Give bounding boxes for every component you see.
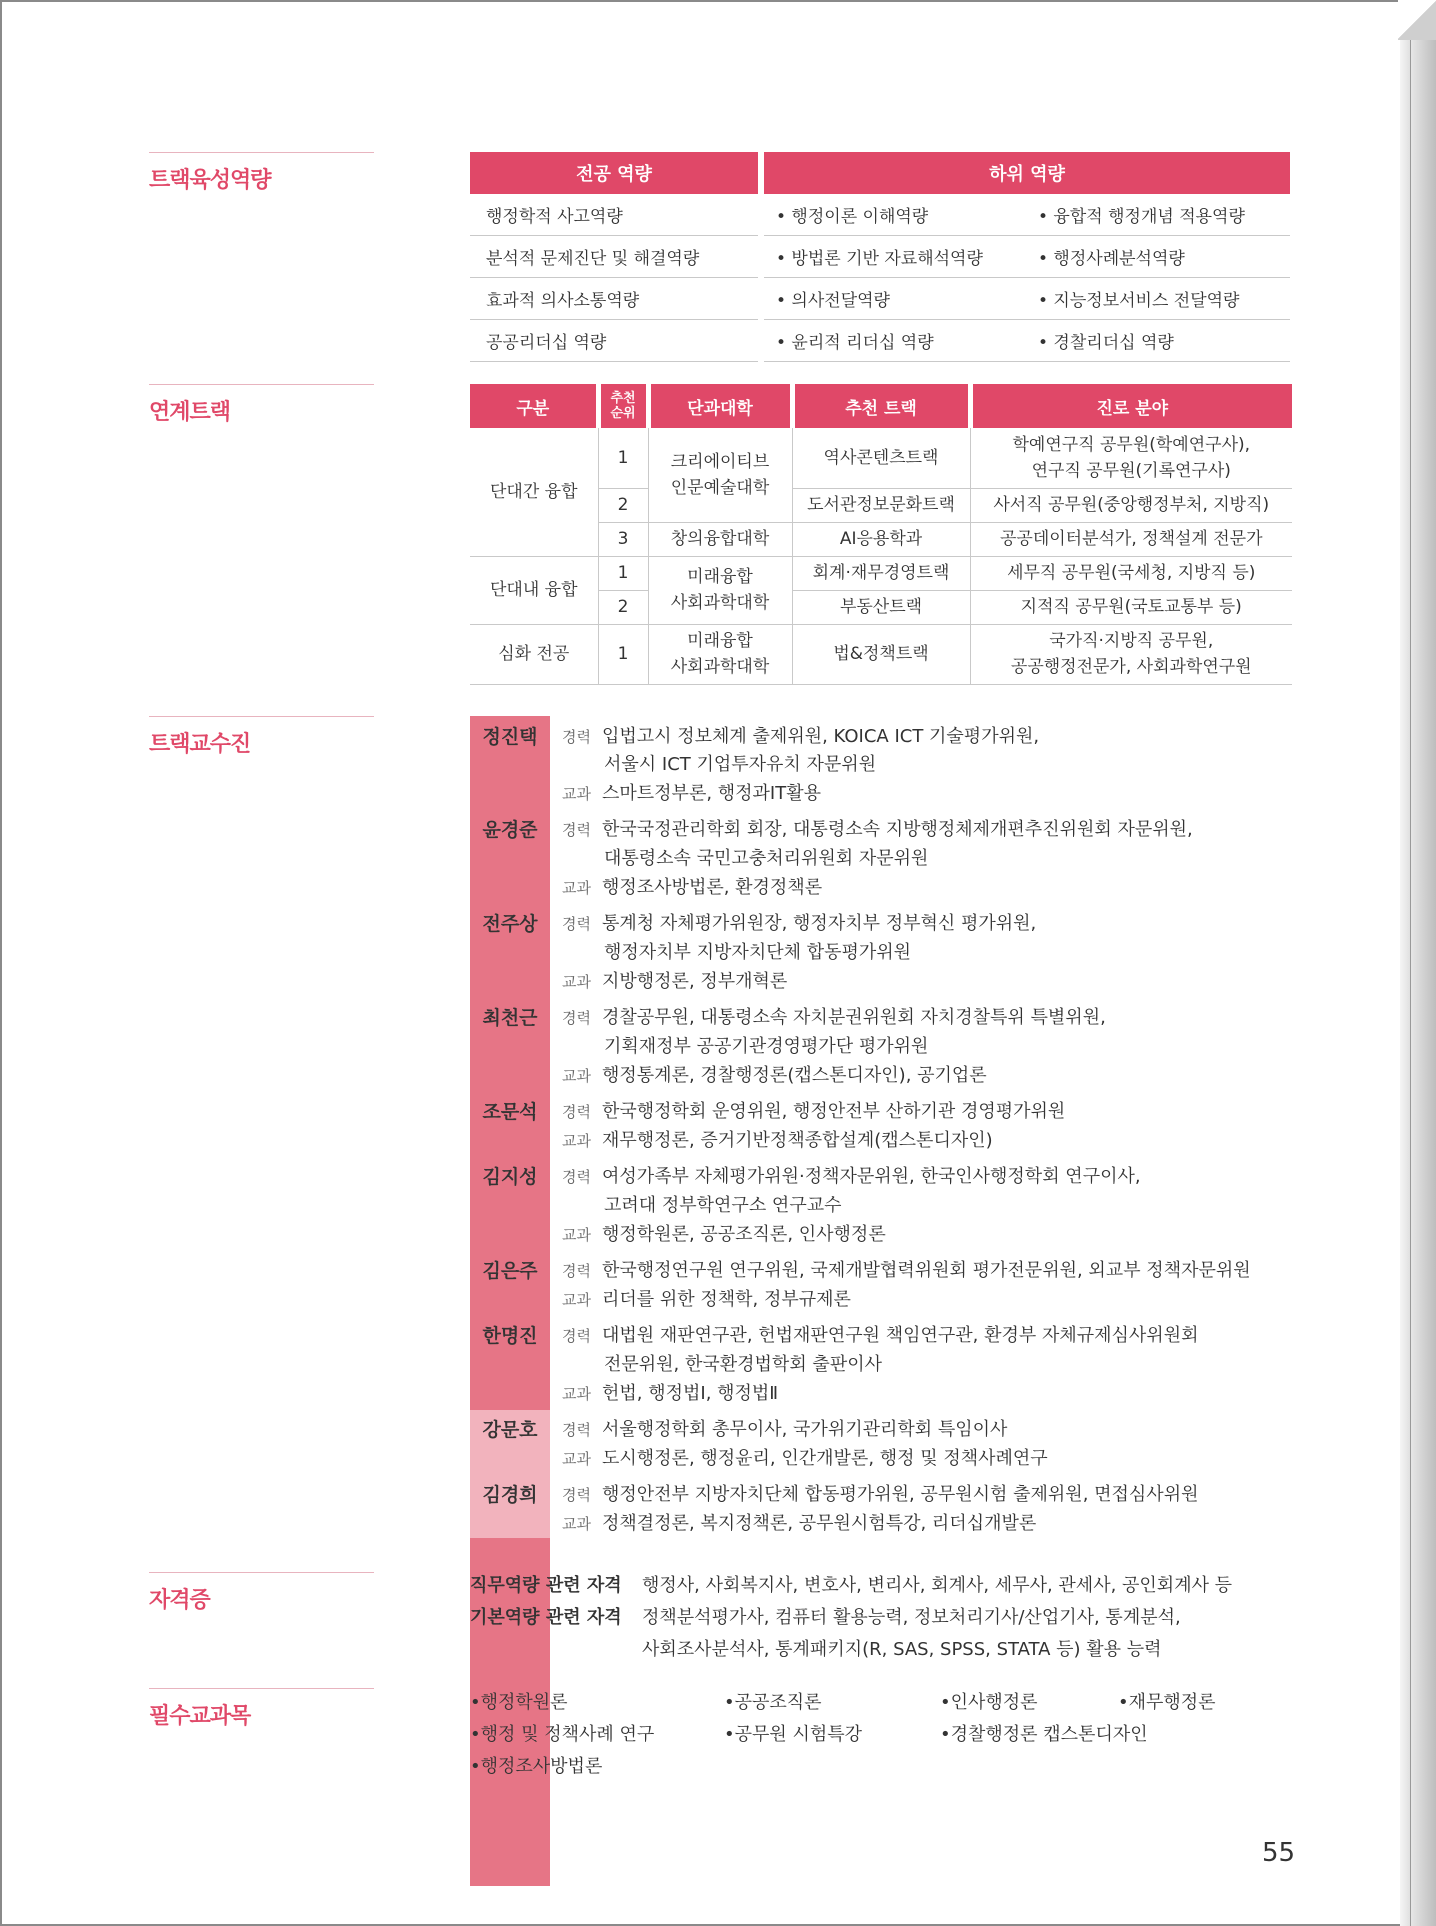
- college-cell: 미래융합 사회과학대학: [648, 624, 792, 684]
- faculty-course: 교과 헌법, 행정법Ⅰ, 행정법Ⅱ: [562, 1383, 779, 1404]
- faculty-career: 서울시 ICT 기업투자유치 자문위원: [604, 754, 877, 775]
- faculty-career: 기획재정부 공공기관경영평가단 평가위원: [604, 1036, 929, 1057]
- competency-row: [470, 320, 1290, 362]
- faculty-career: 경력 한국국정관리학회 회장, 대통령소속 지방행정체제개편추진위원회 자문위원,: [562, 819, 1193, 840]
- faculty-career: 경력 한국행정학회 운영위원, 행정안전부 산하기관 경영평가위원: [562, 1101, 1066, 1122]
- track-cell: 부동산트랙: [792, 590, 970, 624]
- track-cell: 법&정책트랙: [792, 624, 970, 684]
- faculty-name: 조문석: [482, 1101, 538, 1123]
- header-sub-competency: 하위 역량: [764, 152, 1290, 194]
- sub-competency: • 행정사례분석역량: [1038, 249, 1185, 269]
- major-competency: 분석적 문제진단 및 해결역량: [470, 236, 758, 278]
- career-cell: 사서직 공무원(중앙행정부처, 지방직): [970, 488, 1292, 522]
- major-competency: 공공리더십 역량: [470, 320, 758, 362]
- track-cell: 역사콘텐츠트랙: [792, 428, 970, 488]
- faculty-career: 전문위원, 한국환경법학회 출판이사: [604, 1354, 882, 1375]
- career-cell: 세무직 공무원(국세청, 지방직 등): [970, 556, 1292, 590]
- faculty-course: 교과 도시행정론, 행정윤리, 인간개발론, 행정 및 정책사례연구: [562, 1448, 1048, 1469]
- faculty-course: 교과 스마트정부론, 행정과IT활용: [562, 783, 822, 804]
- faculty-course: 교과 재무행정론, 증거기반정책종합설계(캡스톤디자인): [562, 1130, 993, 1151]
- rank-cell: 2: [598, 590, 648, 624]
- faculty-name: 한명진: [482, 1325, 538, 1347]
- faculty-course: 교과 지방행정론, 정부개혁론: [562, 971, 788, 992]
- faculty-course: 교과 행정조사방법론, 환경정책론: [562, 877, 823, 898]
- header-career: 진로 분야: [970, 384, 1292, 428]
- major-competency: 효과적 의사소통역량: [470, 278, 758, 320]
- sub-competency: • 행정이론 이해역량: [776, 207, 929, 227]
- group-cell: 단대내 융합: [470, 556, 598, 624]
- required-course: •행정학원론: [470, 1692, 568, 1713]
- faculty-name: 강문호: [482, 1419, 538, 1441]
- required-course: •행정조사방법론: [470, 1756, 603, 1777]
- sub-competency: • 융합적 행정개념 적용역량: [1038, 207, 1245, 227]
- page-corner-fold: [1398, 0, 1436, 40]
- faculty-name: 윤경준: [482, 819, 538, 841]
- group-cell: 단대간 융합: [470, 428, 598, 556]
- header-college: 단과대학: [648, 384, 792, 428]
- rank-cell: 1: [598, 428, 648, 488]
- college-cell: 미래융합 사회과학대학: [648, 556, 792, 624]
- sub-competency: • 방법론 기반 자료해석역량: [776, 249, 983, 269]
- faculty-name: 김은주: [482, 1260, 538, 1282]
- faculty-career: 경력 서울행정학회 총무이사, 국가위기관리학회 특임이사: [562, 1419, 1008, 1440]
- faculty-name: 김경희: [482, 1484, 538, 1506]
- track-cell: AI응용학과: [792, 522, 970, 556]
- competency-table: [470, 152, 1290, 362]
- track-cell: 도서관정보문화트랙: [792, 488, 970, 522]
- faculty-name: 최천근: [482, 1007, 538, 1029]
- header-major-competency: 전공 역량: [470, 152, 758, 194]
- college-cell: 크리에이티브 인문예술대학: [648, 428, 792, 522]
- page-number: 55: [1262, 1838, 1296, 1868]
- header-rank: 추천 순위: [598, 384, 648, 428]
- track-cell: 회계·재무경영트랙: [792, 556, 970, 590]
- faculty-name: 김지성: [482, 1166, 538, 1188]
- career-cell: 지적직 공무원(국토교통부 등): [970, 590, 1292, 624]
- cert-job-row: 직무역량 관련 자격 행정사, 사회복지사, 변호사, 변리사, 회계사, 세무사, 관세사, 공인회계사 등: [470, 1575, 1233, 1596]
- required-course: •인사행정론: [940, 1692, 1038, 1713]
- rank-cell: 3: [598, 522, 648, 556]
- header-track: 추천 트랙: [792, 384, 970, 428]
- section-label-competency: 트랙육성역량: [149, 152, 374, 194]
- group-cell: 심화 전공: [470, 624, 598, 684]
- college-cell: 창의융합대학: [648, 522, 792, 556]
- career-cell: 학예연구직 공무원(학예연구사), 연구직 공무원(기록연구사): [970, 428, 1292, 488]
- faculty-career: 고려대 정부학연구소 연구교수: [604, 1195, 842, 1216]
- rank-cell: 1: [598, 624, 648, 684]
- cert-basic-row-cont: 사회조사분석사, 통계패키지(R, SAS, SPSS, STATA 등) 활용 능력: [642, 1639, 1162, 1660]
- section-label-required: 필수교과목: [149, 1688, 374, 1730]
- sub-competency: • 의사전달역량: [776, 291, 890, 311]
- sub-competency: • 경찰리더십 역량: [1038, 333, 1174, 353]
- faculty-course: 교과 정책결정론, 복지정책론, 공무원시험특강, 리더십개발론: [562, 1513, 1037, 1534]
- header-type: 구분: [470, 384, 598, 428]
- faculty-career: 경력 대법원 재판연구관, 헌법재판연구원 책임연구관, 환경부 자체규제심사위원회: [562, 1325, 1199, 1346]
- faculty-career: 행정자치부 지방자치단체 합동평가위원: [604, 942, 912, 963]
- competency-row: [470, 194, 1290, 236]
- faculty-career: 경력 입법고시 정보체계 출제위원, KOICA ICT 기술평가위원,: [562, 726, 1040, 747]
- faculty-career: 대통령소속 국민고충처리위원회 자문위원: [604, 848, 929, 869]
- rank-cell: 1: [598, 556, 648, 590]
- linked-track-table: [470, 384, 1292, 685]
- career-cell: 공공데이터분석가, 정책설계 전문가: [970, 522, 1292, 556]
- faculty-career: 경력 한국행정연구원 연구위원, 국제개발협력위원회 평가전문위원, 외교부 정책자문위원: [562, 1260, 1251, 1281]
- sub-competency: • 지능정보서비스 전달역량: [1038, 291, 1240, 311]
- required-course: •경찰행정론 캡스톤디자인: [940, 1724, 1148, 1745]
- section-label-certs: 자격증: [149, 1572, 374, 1614]
- faculty-course: 교과 리더를 위한 정책학, 정부규제론: [562, 1289, 851, 1310]
- page-edge: [1410, 0, 1436, 1926]
- faculty-career: 경력 경찰공무원, 대통령소속 자치분권위원회 자치경찰특위 특별위원,: [562, 1007, 1106, 1028]
- faculty-course: 교과 행정통계론, 경찰행정론(캡스톤디자인), 공기업론: [562, 1065, 987, 1086]
- required-course: •재무행정론: [1118, 1692, 1216, 1713]
- section-label-linked-track: 연계트랙: [149, 384, 374, 426]
- faculty-career: 경력 통계청 자체평가위원장, 행정자치부 정부혁신 평가위원,: [562, 913, 1037, 934]
- career-cell: 국가직·지방직 공무원, 공공행정전문가, 사회과학연구원: [970, 624, 1292, 684]
- cert-basic-row: 기본역량 관련 자격 정책분석평가사, 컴퓨터 활용능력, 정보처리기사/산업기사, 통계분석,: [470, 1607, 1181, 1628]
- faculty-career: 경력 여성가족부 자체평가위원·정책자문위원, 한국인사행정학회 연구이사,: [562, 1166, 1141, 1187]
- required-course: •행정 및 정책사례 연구: [470, 1724, 655, 1745]
- faculty-name: 정진택: [482, 726, 538, 748]
- faculty-course: 교과 행정학원론, 공공조직론, 인사행정론: [562, 1224, 886, 1245]
- competency-row: [470, 278, 1290, 320]
- faculty-name: 전주상: [482, 913, 538, 935]
- required-course: •공무원 시험특강: [724, 1724, 863, 1745]
- sub-competency: • 윤리적 리더십 역량: [776, 333, 934, 353]
- rank-cell: 2: [598, 488, 648, 522]
- section-label-faculty: 트랙교수진: [149, 716, 374, 758]
- required-course: •공공조직론: [724, 1692, 822, 1713]
- faculty-career: 경력 행정안전부 지방자치단체 합동평가위원, 공무원시험 출제위원, 면접심사위원: [562, 1484, 1199, 1505]
- competency-row: [470, 236, 1290, 278]
- major-competency: 행정학적 사고역량: [470, 194, 758, 236]
